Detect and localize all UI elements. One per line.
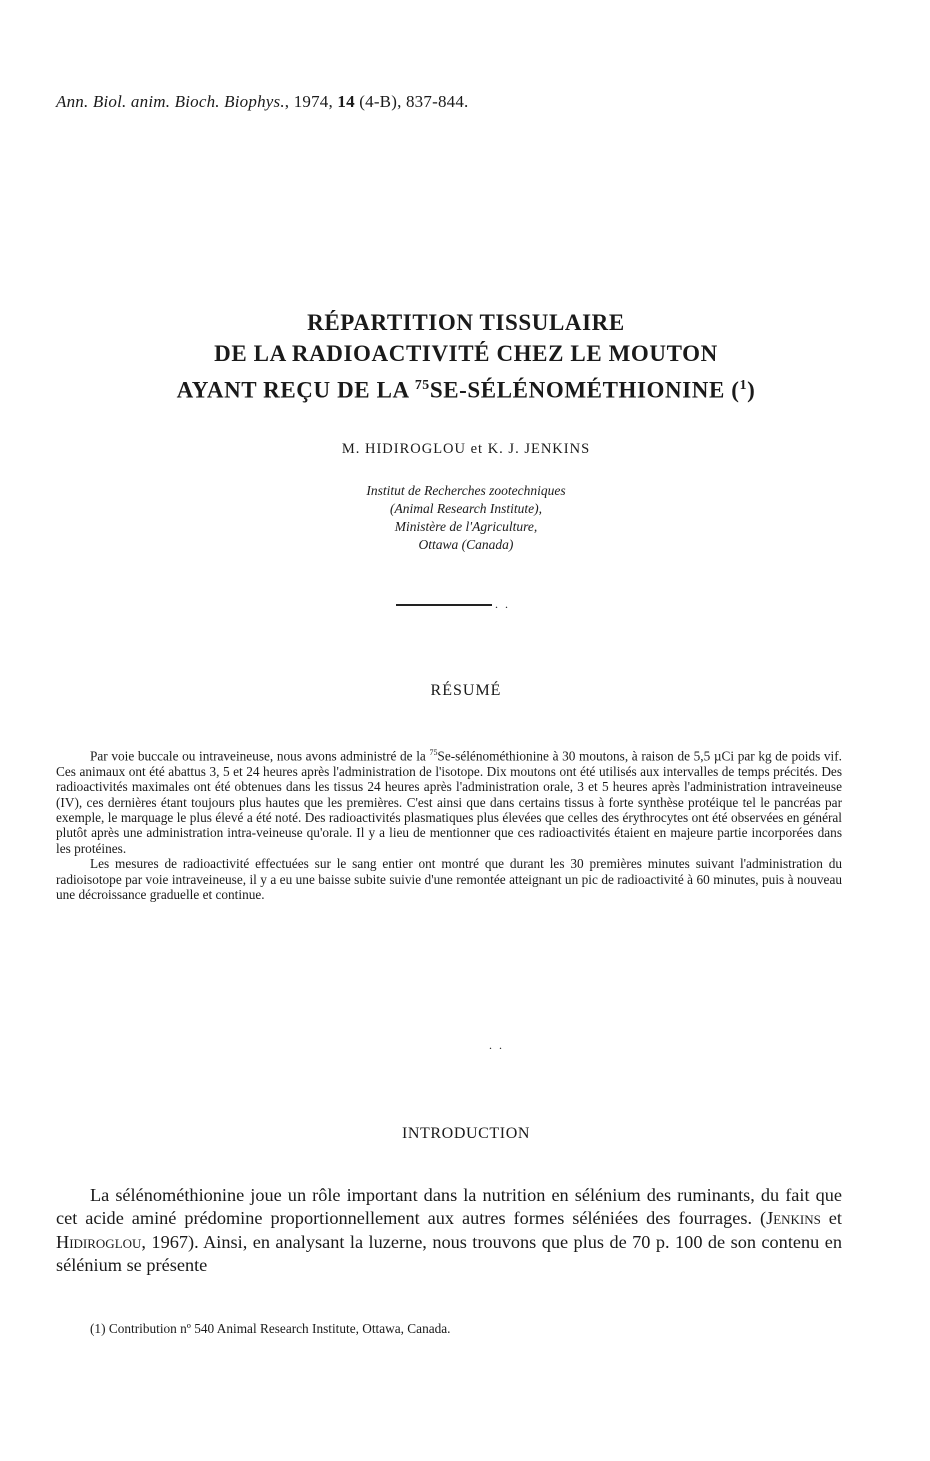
abstract-paragraph-2: Les mesures de radioactivité effectuées sur le sang entier ont montré que durant les 30 premières minutes suivant l'administration du radioisotope par voie intraveineuse, il y a eu une baisse subite suivie d'une remontée atteignant un pic de radioactivité à 60 minutes, puis à nouveau une décroissance graduelle et continue. bbox=[56, 856, 842, 903]
paper-title bbox=[60, 307, 872, 406]
authors: M. HIDIROGLOU et K. J. JENKINS bbox=[341, 441, 591, 457]
title-footnote-mark: 1 bbox=[739, 377, 748, 392]
title-line-3 bbox=[60, 369, 872, 406]
intro-text-rest: , 1967). Ainsi, en analysant la luzerne, nous trouvons que plus de 70 p. 100 de son contenu en sélénium se présente bbox=[56, 1231, 842, 1276]
affiliation bbox=[60, 482, 872, 554]
title-line-3-close: ) bbox=[747, 377, 756, 403]
affiliation-line-4: Ottawa (Canada) bbox=[418, 537, 514, 552]
footnote-text: Contribution nº 540 Animal Research Institute, Ottawa, Canada. bbox=[105, 1321, 451, 1336]
citation-year: , 1974, bbox=[284, 92, 338, 111]
title-line-2: DE LA RADIOACTIVITÉ CHEZ LE MOUTON bbox=[214, 341, 718, 366]
introduction-heading: INTRODUCTION bbox=[401, 1125, 531, 1142]
journal-citation bbox=[56, 92, 469, 112]
abstract-paragraph-1 bbox=[56, 745, 842, 856]
citation-pages: (4-B), 837-844. bbox=[354, 92, 469, 111]
cite-author-jenkins: Jenkins bbox=[766, 1208, 821, 1229]
title-line-3-prefix: AYANT REÇU DE LA bbox=[176, 377, 415, 403]
abstract-p1-rest: Se-sélénométhionine à 30 moutons, à raison de 5,5 µCi par kg de poids vif. Ces animaux ont été abattus 3, 5 et 24 heures après l'administration de l'isotope. Dix moutons ont été utilisés aux intervalles de temps précités. Des radioactivités maximales ont été obtenues dans les tissus 24 heures après l'administration orale, 3 et 5 heures après l'administration intraveineuse (IV), ces dernières étant toujours plus hautes que les premières. C'est ainsi que dans certains tissus à forte synthèse protéique tel le pancréas par exemple, le marquage le plus élevé a été noté. Des radioactivités plasmatiques plus élevées que celles des érythrocytes ont été observées en général plutôt après une administration intra-veineuse qu'orale. Il y a lieu de mentionner que ces radioactivités étaient en majeure partie incorporées dans les protéines. bbox=[56, 748, 842, 856]
footnote-mark: (1) bbox=[90, 1321, 106, 1336]
citation-volume: 14 bbox=[337, 92, 355, 111]
cite-author-hidiroglou: Hidiroglou bbox=[56, 1231, 142, 1252]
affiliation-line-3: Ministère de l'Agriculture, bbox=[394, 519, 538, 534]
cite-and: et bbox=[820, 1208, 842, 1229]
journal-name: Ann. Biol. anim. Bioch. Biophys. bbox=[56, 92, 285, 111]
footnote bbox=[90, 1321, 451, 1337]
separator-dots: . . bbox=[495, 597, 510, 611]
isotope-mass-number: 75 bbox=[414, 377, 430, 392]
section-separator: . . bbox=[489, 1038, 504, 1052]
abstract-isotope-mass: 75 bbox=[429, 748, 438, 757]
abstract-p1-start: Par voie buccale ou intraveineuse, nous avons administré de la bbox=[90, 748, 430, 764]
title-line-1: RÉPARTITION TISSULAIRE bbox=[307, 310, 625, 335]
resume-heading: RÉSUMÉ bbox=[430, 682, 502, 699]
title-separator-rule bbox=[396, 604, 492, 606]
intro-text-start: La sélénométhionine joue un rôle important dans la nutrition en sélénium des ruminants, du fait que cet acide aminé prédomine proportionnellement aux autres formes séléniées des fourrages. ( bbox=[56, 1185, 842, 1229]
affiliation-line-2: (Animal Research Institute), bbox=[389, 501, 543, 516]
introduction-paragraph bbox=[56, 1184, 842, 1278]
affiliation-line-1: Institut de Recherches zootechniques bbox=[366, 483, 566, 498]
title-line-3-suffix: SE-SÉLÉNOMÉTHIONINE ( bbox=[429, 377, 740, 403]
abstract bbox=[56, 745, 842, 902]
introduction-body bbox=[56, 1184, 842, 1278]
